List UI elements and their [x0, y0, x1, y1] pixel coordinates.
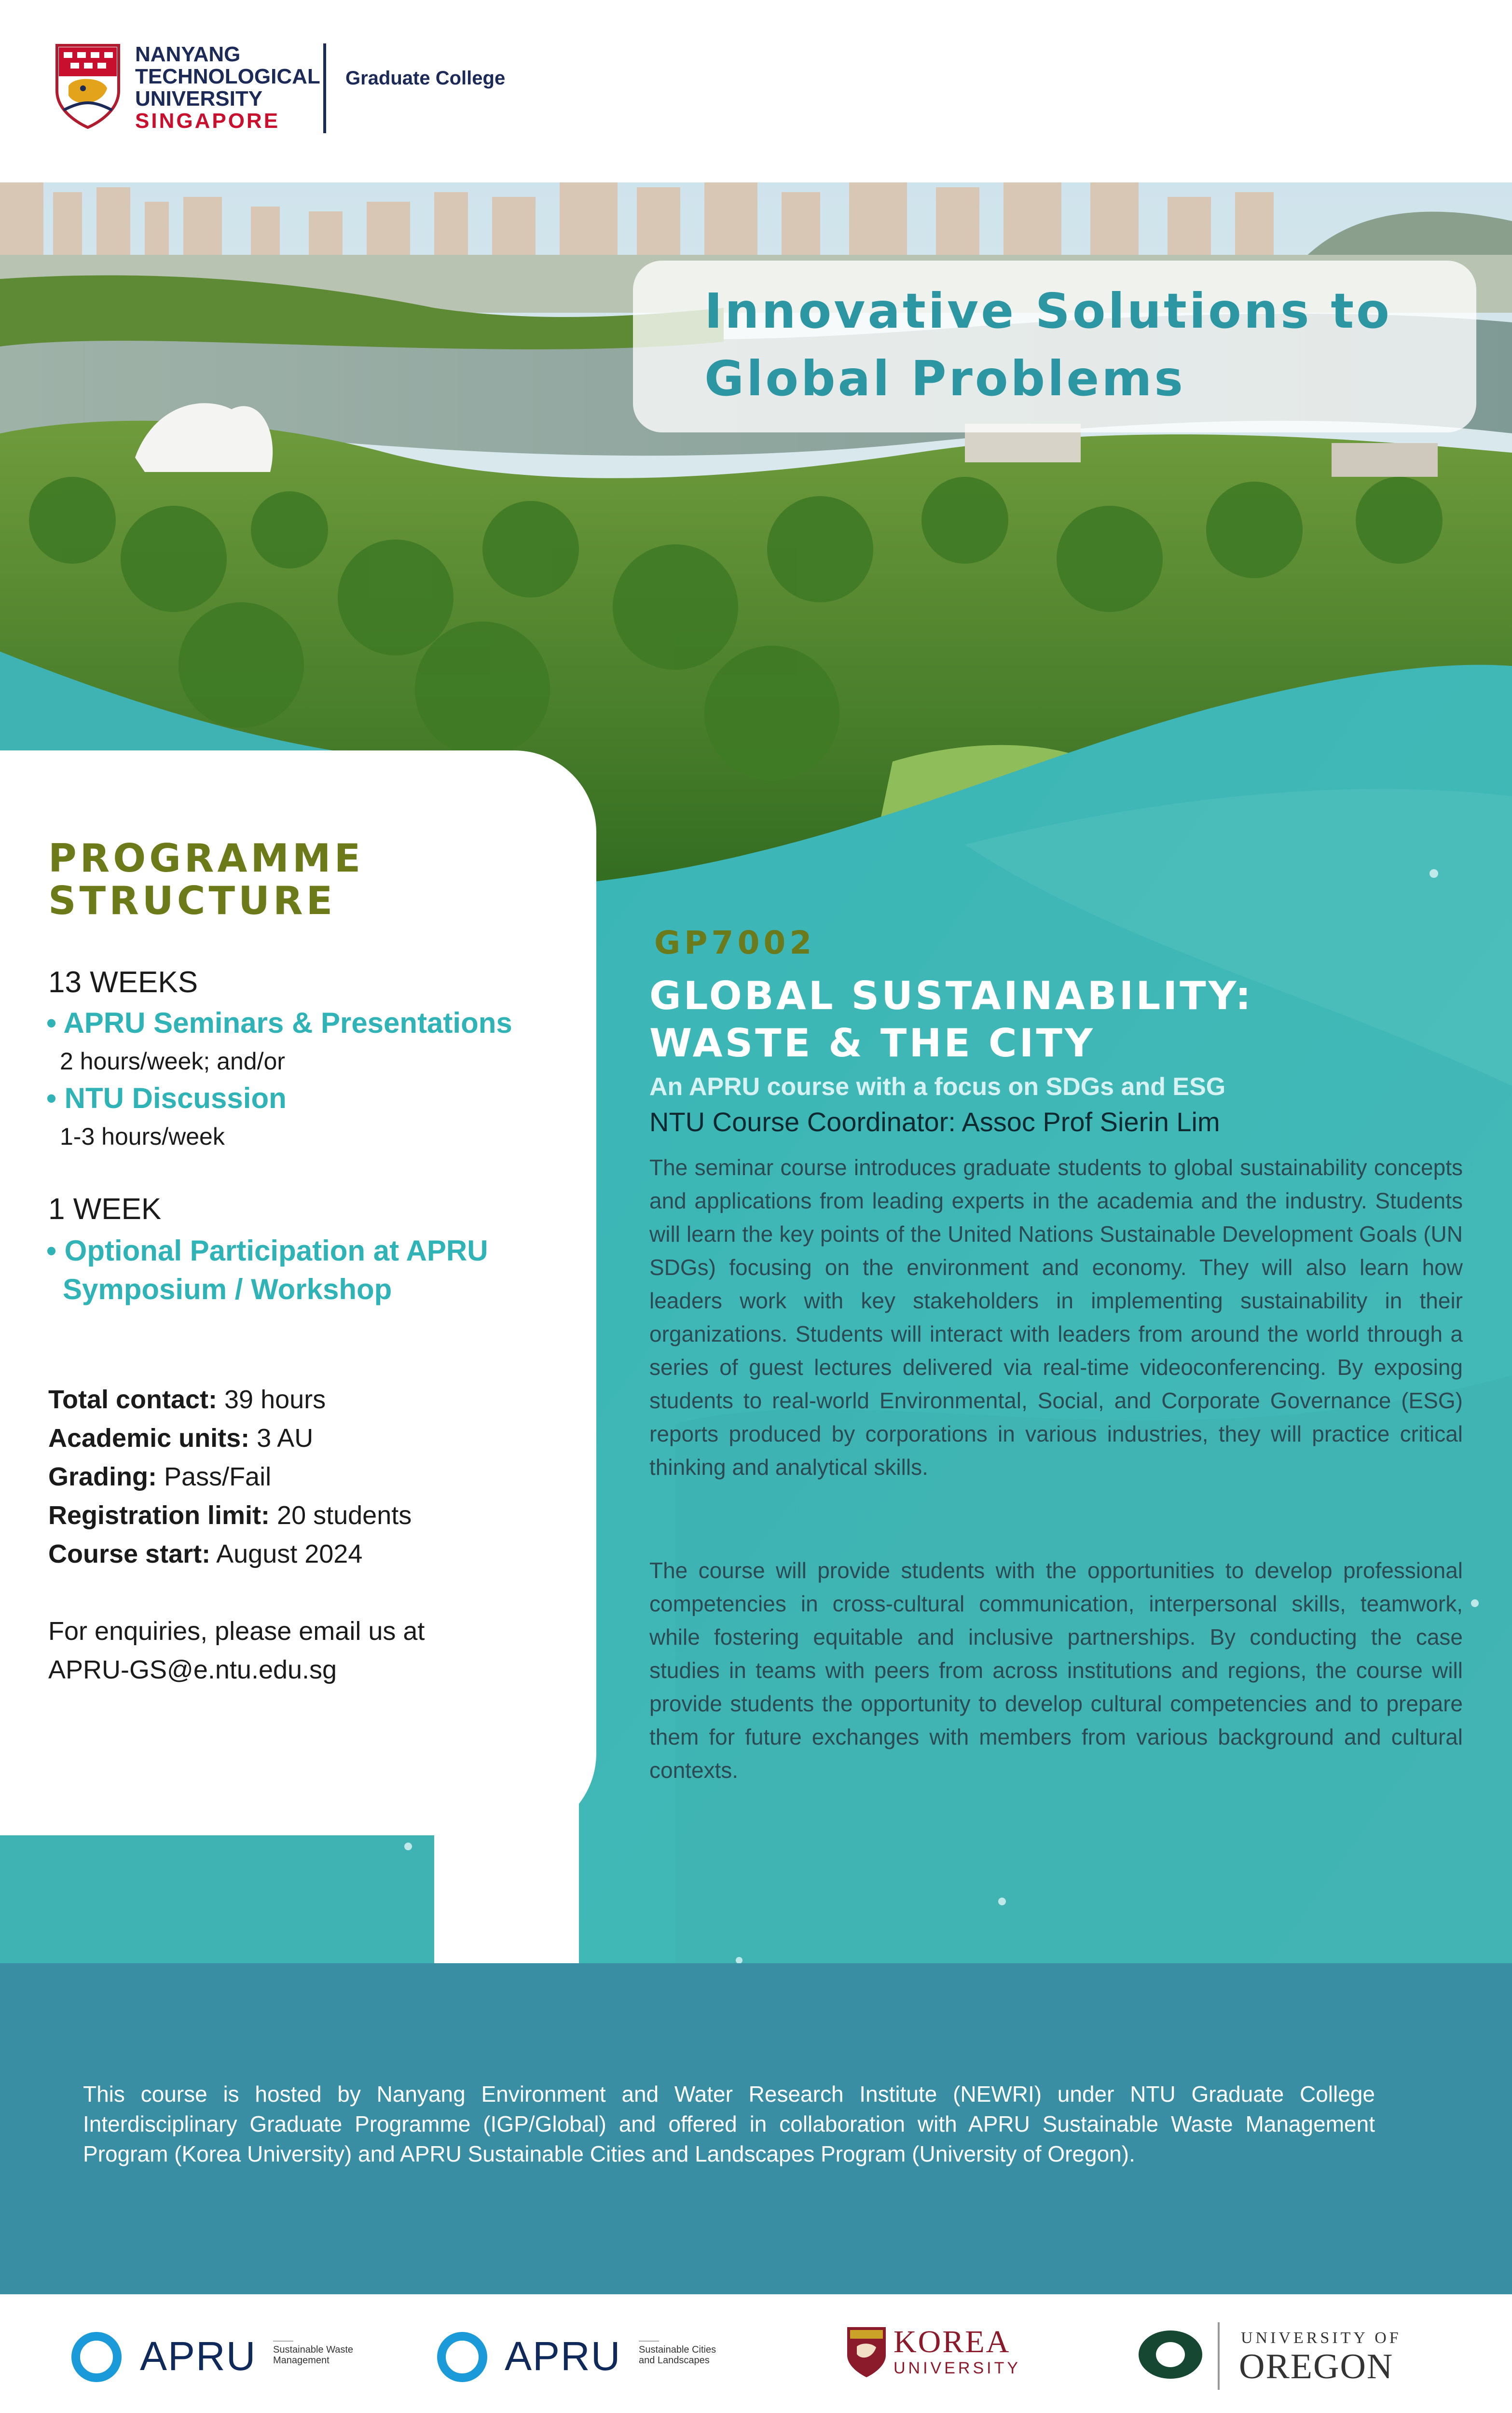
apru-cities-subtitle-line1: Sustainable Cities	[639, 2344, 716, 2355]
block1-bullet1: • APRU Seminars & Presentations	[46, 1007, 512, 1039]
enquiry-text: For enquiries, please email us at	[48, 1617, 425, 1646]
course-title-line2: WASTE & THE CITY	[649, 1021, 1095, 1066]
ntu-crest-logo	[54, 42, 122, 129]
oregon-o-icon	[1137, 2328, 1204, 2381]
oregon-logo-top-text: UNIVERSITY OF	[1241, 2329, 1402, 2347]
apru-ring-icon	[71, 2332, 122, 2382]
header	[0, 0, 1512, 182]
detail-academic-units	[48, 1419, 412, 1457]
programme-title-line1: PROGRAMME	[48, 836, 364, 881]
university-name-line2: TECHNOLOGICAL	[135, 65, 320, 88]
enquiry-block	[48, 1612, 425, 1689]
programme-structure-title	[48, 837, 364, 922]
hero-title-line2: Global Problems	[704, 350, 1185, 407]
enquiry-email-link[interactable]: APRU-GS@e.ntu.edu.sg	[48, 1655, 337, 1684]
detail-label: Total contact:	[48, 1385, 217, 1414]
hero-title-line1: Innovative Solutions to	[704, 283, 1392, 339]
detail-label: Registration limit:	[48, 1501, 270, 1530]
apru-cities-subtitle-line2: and Landscapes	[639, 2355, 710, 2366]
block1-weeks: 13 WEEKS	[48, 966, 198, 999]
block1-sub2: 1-3 hours/week	[60, 1123, 225, 1150]
course-description-paragraph-2: The course will provide students with the opportunities to develop professional competencies in cross-cultural communication, interpersonal skills, teamwork, while fostering equitable and inclusive partnerships. By conducting the case studies in teams with peers from across institutions and regions, the course will provide students the opportunity to develop cultural competencies and to prepare them for future exchanges with members from various background and cultural contexts.	[649, 1558, 1463, 1783]
detail-label: Course start:	[48, 1539, 211, 1568]
block1-sub1: 2 hours/week; and/or	[60, 1048, 285, 1075]
course-details-list	[48, 1380, 412, 1573]
detail-value: 39 hours	[224, 1385, 326, 1414]
hosted-by-text: This course is hosted by Nanyang Environment and Water Research Institute (NEWRI) under NTU Graduate College Interdisciplinary Graduate Programme (IGP/Global) and offered in collaboration with APRU Sustainable Waste Management Program (Korea University) and APRU Sustainable Cities and Landscapes Program (University of Oregon).	[83, 2081, 1375, 2166]
detail-grading	[48, 1457, 412, 1496]
university-name	[135, 43, 320, 132]
oregon-logo-text: OREGON	[1239, 2347, 1394, 2386]
course-title	[649, 972, 1470, 1067]
detail-value: 20 students	[277, 1501, 412, 1530]
apru-cities-subtitle	[639, 2344, 716, 2366]
footer-logos	[0, 2294, 1512, 2413]
detail-label: Academic units:	[48, 1424, 250, 1453]
korea-university-shield-icon	[845, 2325, 888, 2379]
detail-label: Grading:	[48, 1462, 157, 1491]
apru-waste-subtitle-line1: Sustainable Waste	[273, 2344, 354, 2355]
detail-total-contact	[48, 1380, 412, 1419]
course-title-line1: GLOBAL SUSTAINABILITY:	[649, 973, 1253, 1018]
block2-bullet1-line2: Symposium / Workshop	[63, 1273, 392, 1305]
university-country: SINGAPORE	[135, 109, 280, 133]
programme-title-line2: STRUCTURE	[48, 878, 336, 923]
graduate-college-label: Graduate College	[345, 68, 506, 89]
oregon-divider	[1218, 2322, 1220, 2390]
detail-course-start	[48, 1535, 412, 1573]
apru-sub-divider	[639, 2341, 659, 2342]
detail-value: August 2024	[216, 1539, 363, 1568]
block2-weeks: 1 WEEK	[48, 1193, 162, 1226]
course-subtitle: An APRU course with a focus on SDGs and ESG	[649, 1073, 1226, 1101]
detail-value: 3 AU	[257, 1424, 314, 1453]
detail-value: Pass/Fail	[164, 1462, 272, 1491]
course-coordinator: NTU Course Coordinator: Assoc Prof Sierin Lim	[649, 1107, 1220, 1137]
university-name-line3: UNIVERSITY	[135, 87, 263, 111]
apru-logo-text: APRU	[505, 2333, 621, 2379]
apru-waste-subtitle	[273, 2344, 353, 2366]
apru-waste-subtitle-line2: Management	[273, 2355, 330, 2366]
apru-sub-divider	[273, 2341, 293, 2342]
block1-bullet2: • NTU Discussion	[46, 1082, 287, 1114]
block2-bullet1-line1: • Optional Participation at APRU	[46, 1234, 488, 1267]
hero-title	[704, 277, 1457, 413]
header-divider	[323, 43, 326, 133]
course-code: GP7002	[654, 924, 816, 961]
apru-logo-text: APRU	[140, 2333, 257, 2379]
detail-registration-limit	[48, 1496, 412, 1535]
apru-ring-icon	[437, 2332, 487, 2382]
university-name-line1: NANYANG	[135, 42, 241, 66]
course-description-paragraph-1: The seminar course introduces graduate students to global sustainability concepts and applications from leading experts in the academia and the industry. Students will learn the key points of the United Nations Sustainable Development Goals (UN SDGs) focusing on the environment and economy. They will also learn how leaders work with key stakeholders in implementing sustainability in their organizations. Students will interact with leaders from around the world through a series of guest lectures delivered via real-time videoconferencing. By exposing students to real-world Environmental, Social, and Corporate Governance (ESG) reports produced by corporations in various industries, they will practice critical thinking and analytical skills.	[649, 1155, 1463, 1480]
korea-logo-subtext: UNIVERSITY	[893, 2359, 1021, 2377]
korea-logo-text: KOREA	[893, 2324, 1011, 2359]
